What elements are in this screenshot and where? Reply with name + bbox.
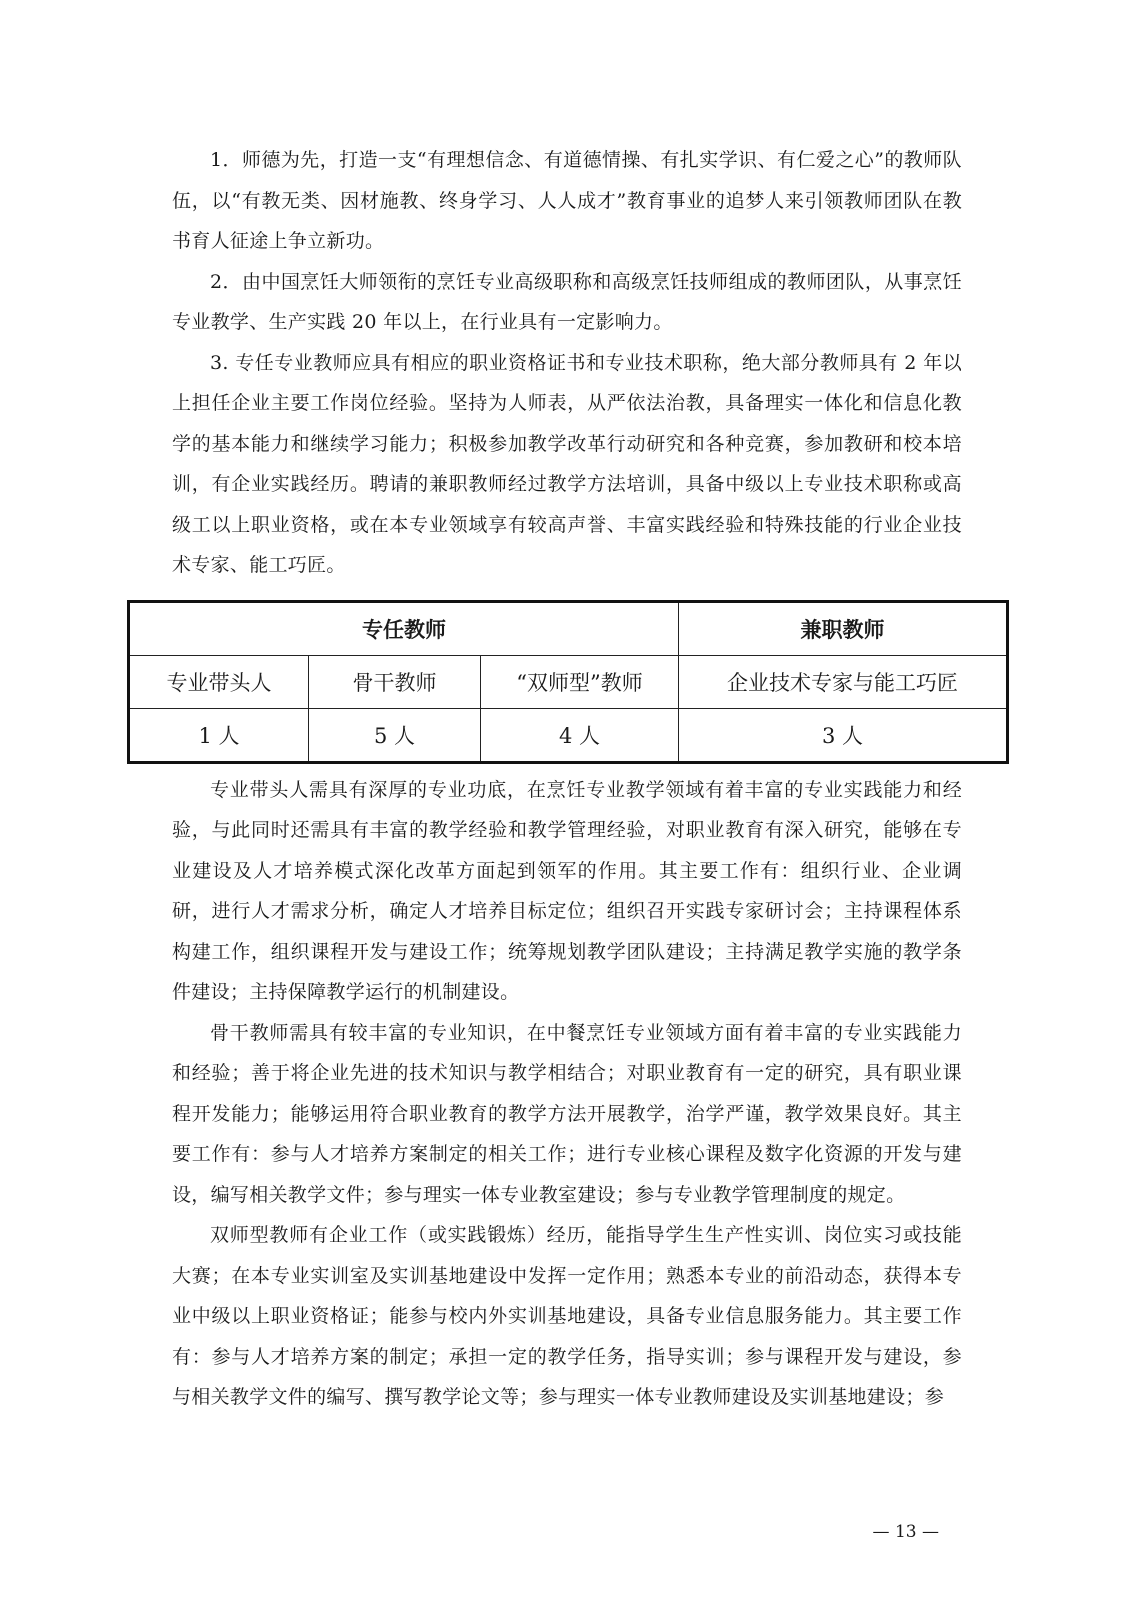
cell-category-backbone: 骨干教师 bbox=[309, 655, 481, 708]
cell-category-industry-experts: 企业技术专家与能工巧匠 bbox=[679, 655, 1008, 708]
cell-count-leader: 1 人 bbox=[129, 708, 309, 762]
paragraph-fulltime-requirements: 3. 专任专业教师应具有相应的职业资格证书和专业技术职称，绝大部分教师具有 2 年以上担任企业主要工作岗位经验。坚持为人师表，从严依法治教，具备理实一体化和信息化教学的基本能力和继续学习能力；积极参加教学改革行动研究和各种竞赛，参加教研和校本培训，有企业实践经历。聘请的兼职教师经过教学方法培训，具备中级以上专业技术职称或高级工以上职业资格，或在本专业领域享有较高声誉、丰富实践经验和特殊技能的行业企业技术专家、能工巧匠。 bbox=[172, 351, 962, 576]
paragraph-professional-leader: 专业带头人需具有深厚的专业功底，在烹饪专业教学领域有着丰富的专业实践能力和经验，与此同时还需具有丰富的教学经验和教学管理经验，对职业教育有深入研究，能够在专业建设及人才培养模式深化改革方面起到领军的作用。其主要工作有：组织行业、企业调研，进行人才需求分析，确定人才培养目标定位；组织召开实践专家研讨会；主持课程体系构建工作，组织课程开发与建设工作；统筹规划教学团队建设；主持满足教学实施的教学条件建设；主持保障教学运行的机制建设。 bbox=[172, 778, 962, 1003]
cell-count-industry-experts: 3 人 bbox=[679, 708, 1008, 762]
table-count-row bbox=[129, 708, 1008, 762]
cell-category-dual-qualified: “双师型”教师 bbox=[481, 655, 679, 708]
header-fulltime-teachers: 专任教师 bbox=[129, 601, 679, 655]
staff-table-container bbox=[127, 600, 1006, 764]
cell-count-backbone: 5 人 bbox=[309, 708, 481, 762]
table-category-row bbox=[129, 655, 1008, 708]
role-descriptions bbox=[172, 770, 962, 1418]
cell-count-dual-qualified: 4 人 bbox=[481, 708, 679, 762]
table-header-row bbox=[129, 601, 1008, 655]
paragraph-team-composition: 2．由中国烹饪大师领衔的烹饪专业高级职称和高级烹饪技师组成的教师团队，从事烹饪专业教学、生产实践 20 年以上，在行业具有一定影响力。 bbox=[172, 270, 962, 333]
staff-table bbox=[127, 600, 1009, 764]
paragraph-dual-qualified-teacher: 双师型教师有企业工作（或实践锻炼）经历，能指导学生生产性实训、岗位实习或技能大赛；在本专业实训室及实训基地建设中发挥一定作用；熟悉本专业的前沿动态，获得本专业中级以上职业资格证；能参与校内外实训基地建设，具备专业信息服务能力。其主要工作有：参与人才培养方案的制定；承担一定的教学任务，指导实训；参与课程开发与建设，参与相关教学文件的编写、撰写教学论文等；参与理实一体专业教师建设及实训基地建设；参 bbox=[172, 1224, 962, 1408]
paragraph-backbone-teacher: 骨干教师需具有较丰富的专业知识，在中餐烹饪专业领域方面有着丰富的专业实践能力和经验；善于将企业先进的技术知识与教学相结合；对职业教育有一定的研究，具有职业课程开发能力；能够运用符合职业教育的教学方法开展教学，治学严谨，教学效果良好。其主要工作有：参与人才培养方案制定的相关工作；进行专业核心课程及数字化资源的开发与建设，编写相关教学文件；参与理实一体专业教室建设；参与专业教学管理制度的规定。 bbox=[172, 1021, 962, 1206]
cell-category-leader: 专业带头人 bbox=[129, 655, 309, 708]
page-number: — 13 — bbox=[872, 1522, 939, 1542]
paragraph-teacher-ethics: 1．师德为先，打造一支“有理想信念、有道德情操、有扎实学识、有仁爱之心”的教师队伍，以“有教无类、因材施教、终身学习、人人成才”教育事业的追梦人来引领教师团队在教书育人征途上争立新功。 bbox=[172, 149, 962, 252]
document-page bbox=[166, 140, 962, 1418]
header-parttime-teachers: 兼职教师 bbox=[679, 601, 1008, 655]
